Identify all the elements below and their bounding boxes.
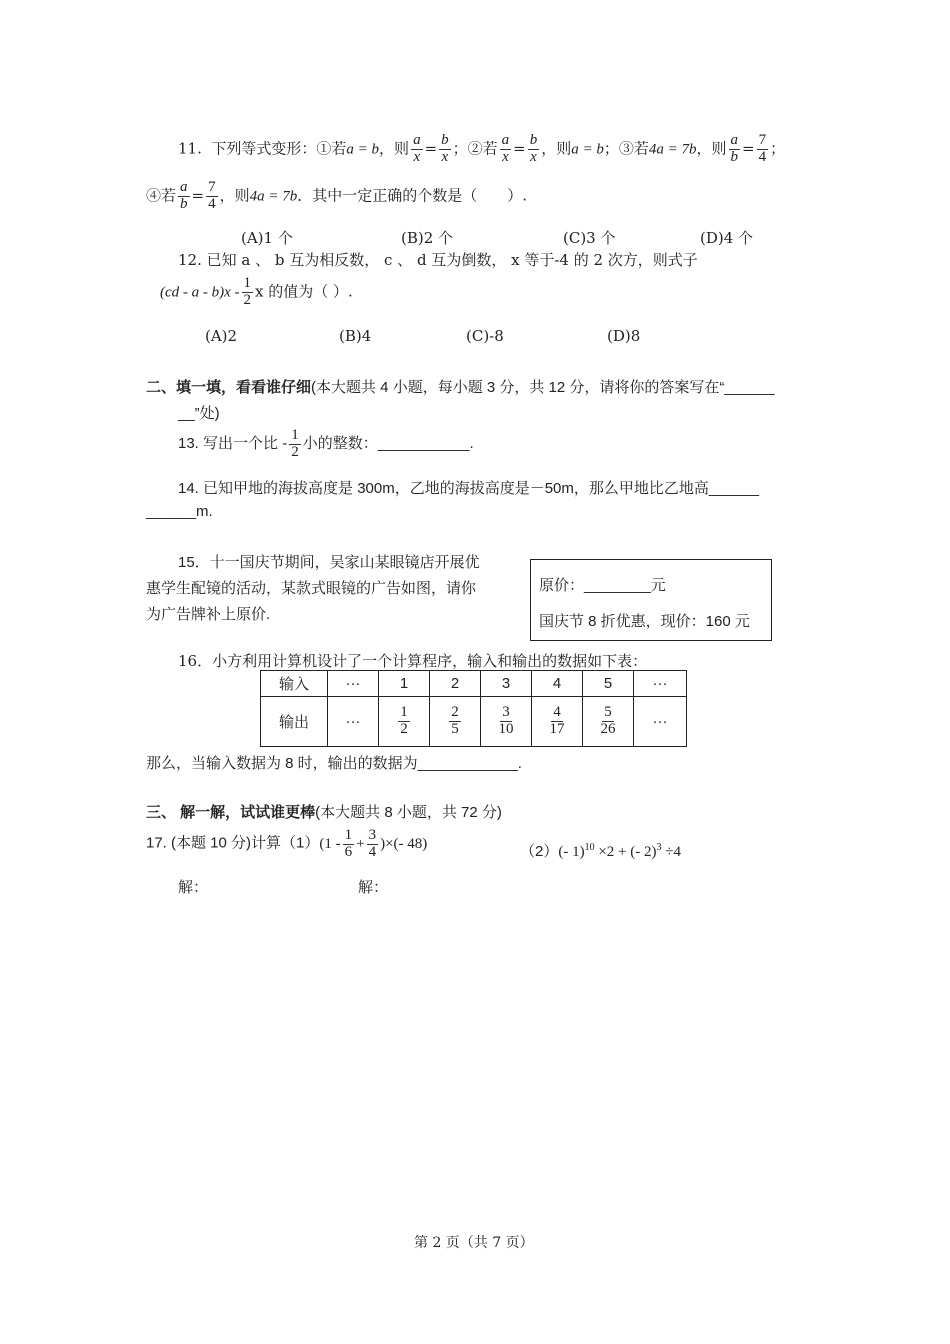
q17-solve-1: 解： [178, 879, 209, 896]
output-cell: $\frac{3}{10}$ [481, 697, 532, 747]
ad-board [530, 559, 772, 641]
q14-line2: ______m. [146, 503, 213, 520]
q16-after: 那么，当输入数据为 8 时，输出的数据为____________. [146, 755, 522, 772]
q11-option-d: (D)4 个 [700, 229, 754, 247]
q12-option-c: (C)-8 [466, 327, 504, 345]
ellipsis-cell: ··· [328, 697, 379, 747]
q13: 13. 写出一个比 - $\frac{1}{2}$ 小的整数：___________. [178, 427, 474, 460]
output-cell: $\frac{5}{26}$ [583, 697, 634, 747]
q12-option-d: (D)8 [607, 327, 641, 345]
table-row [261, 697, 687, 747]
input-cell: 4 [532, 671, 583, 697]
output-cell: $\frac{4}{17}$ [532, 697, 583, 747]
ad-original-price: 原价：________元 [539, 577, 666, 594]
q15-line2: 惠学生配镜的活动，某款式眼镜的广告如图，请你 [146, 580, 477, 597]
q15-line1: 15．十一国庆节期间，吴家山某眼镜店开展优 [178, 554, 480, 571]
q12-option-b: (B)4 [339, 327, 372, 345]
q15-line3: 为广告牌补上原价. [146, 606, 271, 623]
q14-line1: 14. 已知甲地的海拔高度是 300m，乙地的海拔高度是－50m，那么甲地比乙地高______ [178, 480, 759, 497]
q12-line1: 12. 已知 a 、 b 互为相反数， c 、 d 互为倒数， x 等于-4 的 2 次方，则式子 [178, 251, 698, 269]
table-row [261, 671, 687, 697]
output-cell: $\frac{2}{5}$ [430, 697, 481, 747]
page-footer: 第 2 页（共 7 页） [414, 1235, 534, 1251]
q12-line2: (cd - a - b)x - $\frac{1}{2}$ x 的值为（ ）. [160, 275, 353, 308]
q17-solve-2: 解： [358, 879, 389, 896]
q11-option-c: (C)3 个 [563, 229, 616, 247]
q17-part2: （2）(- 1)$^{10}$ ×2 + (- 2)$^3$ ÷4 [520, 842, 681, 860]
q11-line1: 11. 下列等式变形：①若a = b，则 $\frac{a}{x}$ = $\frac{b}{x}$ ；②若 $\frac{a}{x}$ = $\frac{b}{x}$ ，则a = b；③若4a = 7b，则 $\frac{a}{b}$ = $\frac{7}{4}$ ； [178, 132, 786, 165]
ellipsis-cell: ··· [634, 697, 687, 747]
q17: 17. (本题 10 分)计算（1）(1 - $\frac{1}{6}$ + $\frac{3}{4}$ )×(- 48) [146, 827, 428, 860]
input-cell: 5 [583, 671, 634, 697]
input-label: 输入 [261, 671, 328, 697]
output-label: 输出 [261, 697, 328, 747]
ellipsis-cell: ··· [328, 671, 379, 697]
ad-discount-price: 国庆节 8 折优惠，现价：160 元 [539, 613, 750, 630]
section-2-heading: 二、填一填，看看谁仔细(本大题共 4 小题，每小题 3 分，共 12 分，请将你的答案写在“______ [146, 379, 775, 396]
section-2-heading-cont: __”处) [178, 405, 220, 422]
q12-option-a: (A)2 [205, 327, 238, 345]
input-cell: 1 [379, 671, 430, 697]
q11-line2: ④若 $\frac{a}{b}$ = $\frac{7}{4}$ ，则4a = 7b．其中一定正确的个数是（ ）. [146, 179, 528, 212]
input-cell: 3 [481, 671, 532, 697]
section-3-heading: 三、 解一解，试试谁更棒(本大题共 8 小题，共 72 分) [146, 804, 502, 821]
q11-option-b: (B)2 个 [401, 229, 454, 247]
output-cell: $\frac{1}{2}$ [379, 697, 430, 747]
input-cell: 2 [430, 671, 481, 697]
q11-option-a: (A)1 个 [241, 229, 293, 247]
ellipsis-cell: ··· [634, 671, 687, 697]
q16-intro: 16．小方利用计算机设计了一个计算程序，输入和输出的数据如下表： [178, 652, 648, 670]
io-table [260, 670, 687, 747]
